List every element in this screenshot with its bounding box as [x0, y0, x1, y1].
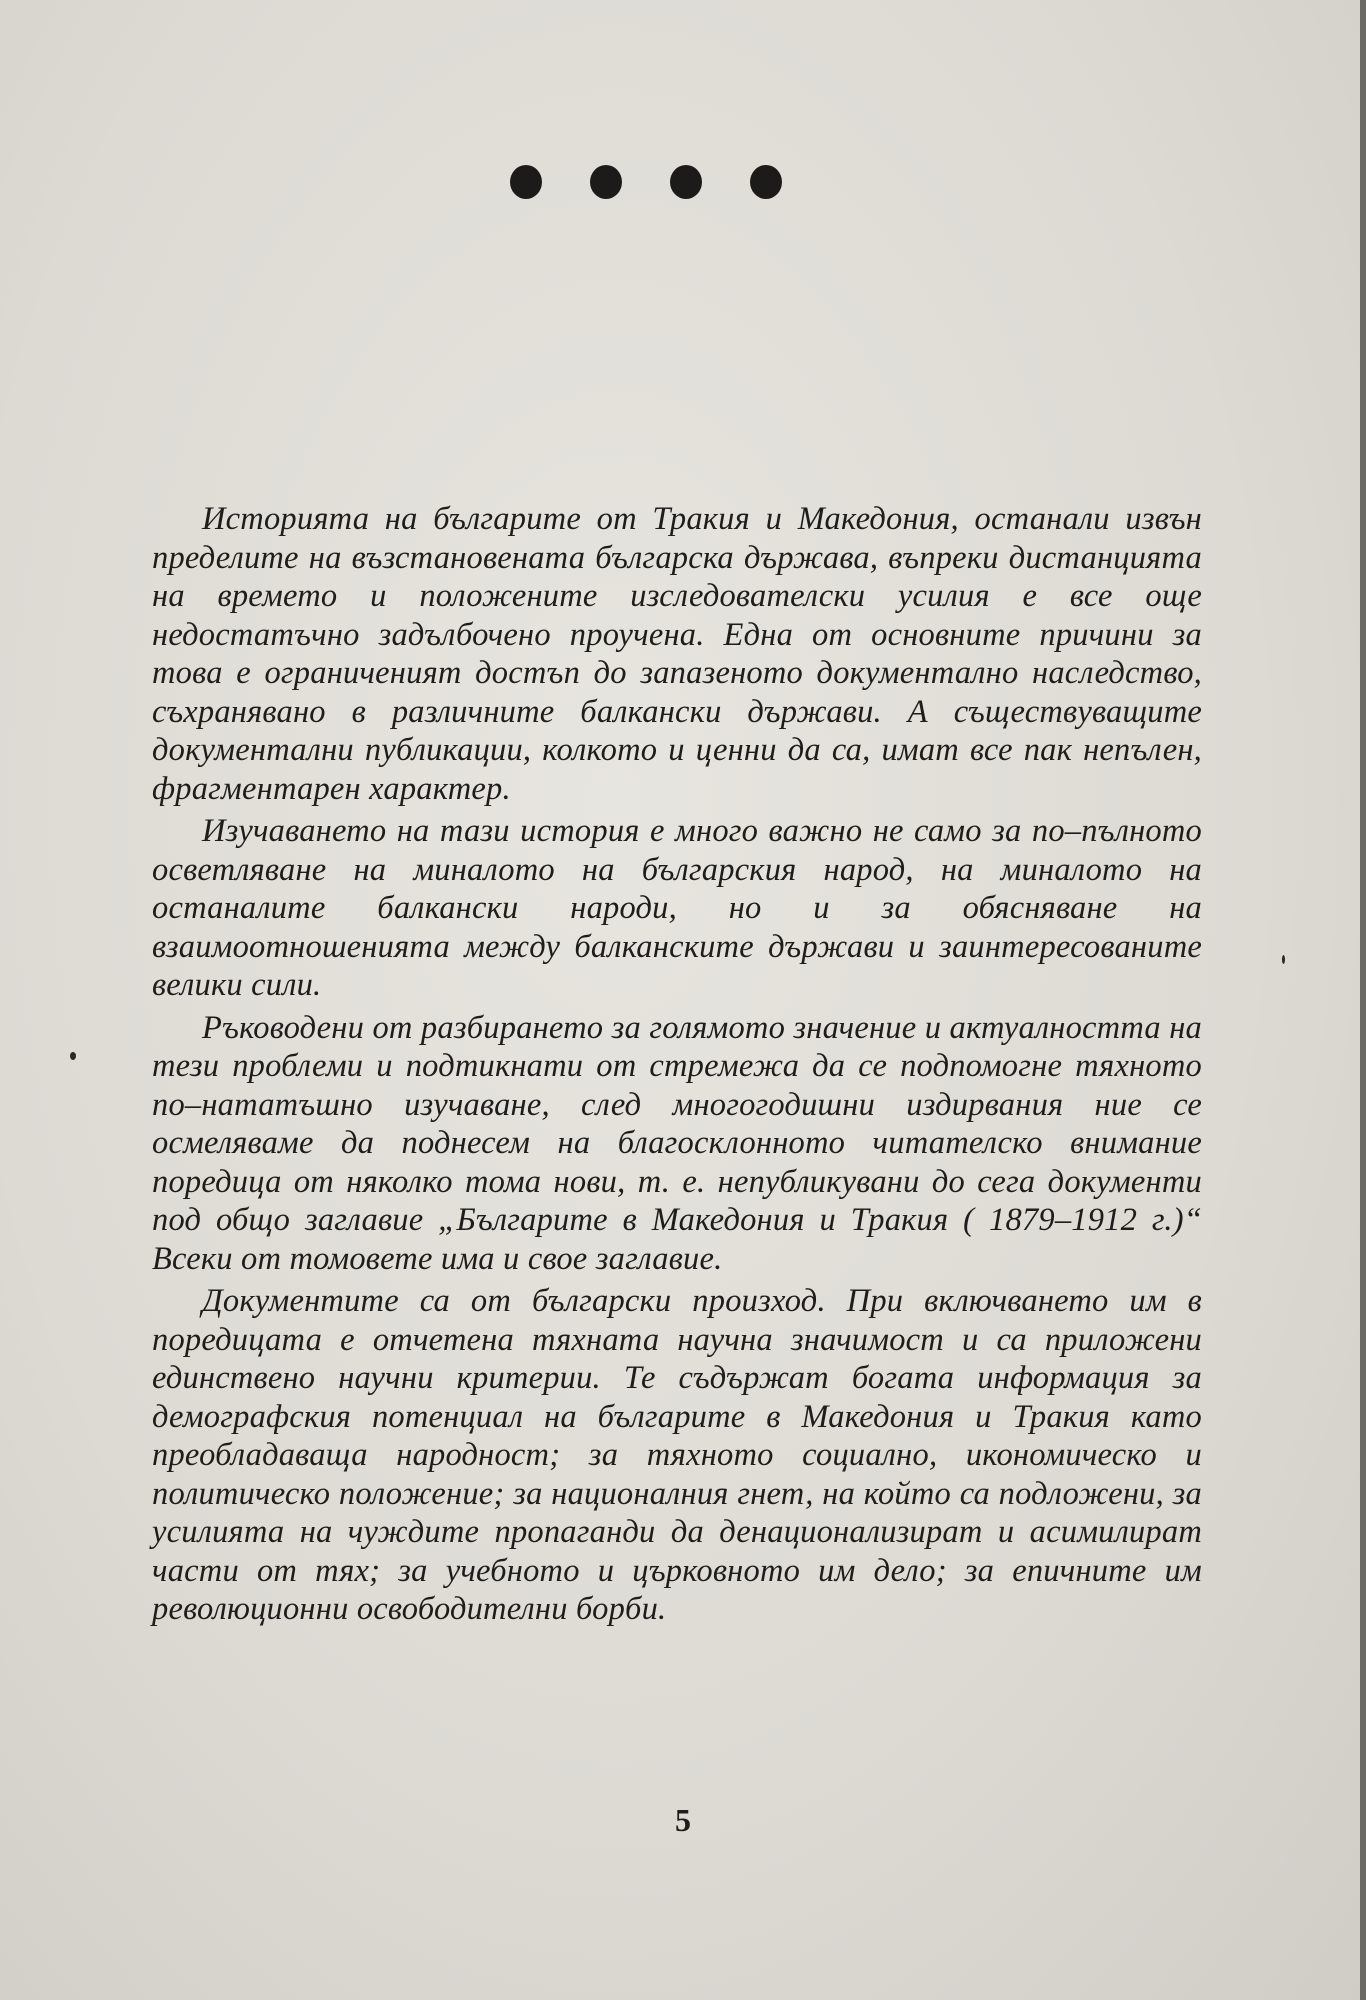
body-text: [152, 500, 1202, 1633]
print-speck: [70, 1052, 76, 1060]
ornament-dots: [510, 165, 782, 199]
print-speck: [1282, 955, 1285, 964]
ornament-dot: [590, 165, 622, 199]
paragraph-2: Изучаването на тази история е много важно не само за по–пълното осветляване на миналото на българския народ, на миналото на останалите балкански народи, но и за обясняване на взаимоотношенията между балканските държави и заинтересованите велики сили.: [152, 813, 1202, 1003]
ornament-dot: [750, 165, 782, 199]
paragraph-4: Документите са от български произход. При включването им в поредицата е отчетена тяхната научна значимост и са приложени единствено научни критерии. Те съдържат богата информация за демографския потенциал на българите в Македония и Тракия като преобладаваща народност; за тяхното социално, икономическо и политическо положение; за националния гнет, на който са подложени, за усилията на чуждите пропаганди да денационализират и асимилират части от тях; за учебното и църковното им дело; за епичните им революционни освободителни борби.: [152, 1283, 1202, 1627]
page-number: 5: [675, 1802, 691, 1838]
ornament-dot: [670, 165, 702, 199]
paragraph-1: Историята на българите от Тракия и Македония, останали извън пределите на възстановената българска държава, въпреки дистанцията на времето и положените изследователски усилия е все още недостатъчно задълбочено проучена. Една от основните причини за това е ограниченият достъп до запазеното документално наследство, съхранявано в различните балкански държави. А съществуващите документални публикации, колкото и ценни да са, имат все пак непълен, фрагментарен характер.: [152, 501, 1202, 807]
ornament-dot: [510, 165, 542, 199]
page-edge: [1360, 0, 1366, 2000]
paragraph-3: Ръководени от разбирането за голямото значение и актуалността на тези проблеми и подтикнати от стремежа да се подпомогне тяхното по–нататъшно изучаване, след многогодишни издирвания ние се осмеляваме да поднесем на благосклонното читателско внимание поредица от няколко тома нови, т. е. непубликувани до сега документи под общо заглавие „Българите в Македония и Тракия ( 1879–1912 г.)“ Всеки от томовете има и свое заглавие.: [152, 1009, 1202, 1277]
